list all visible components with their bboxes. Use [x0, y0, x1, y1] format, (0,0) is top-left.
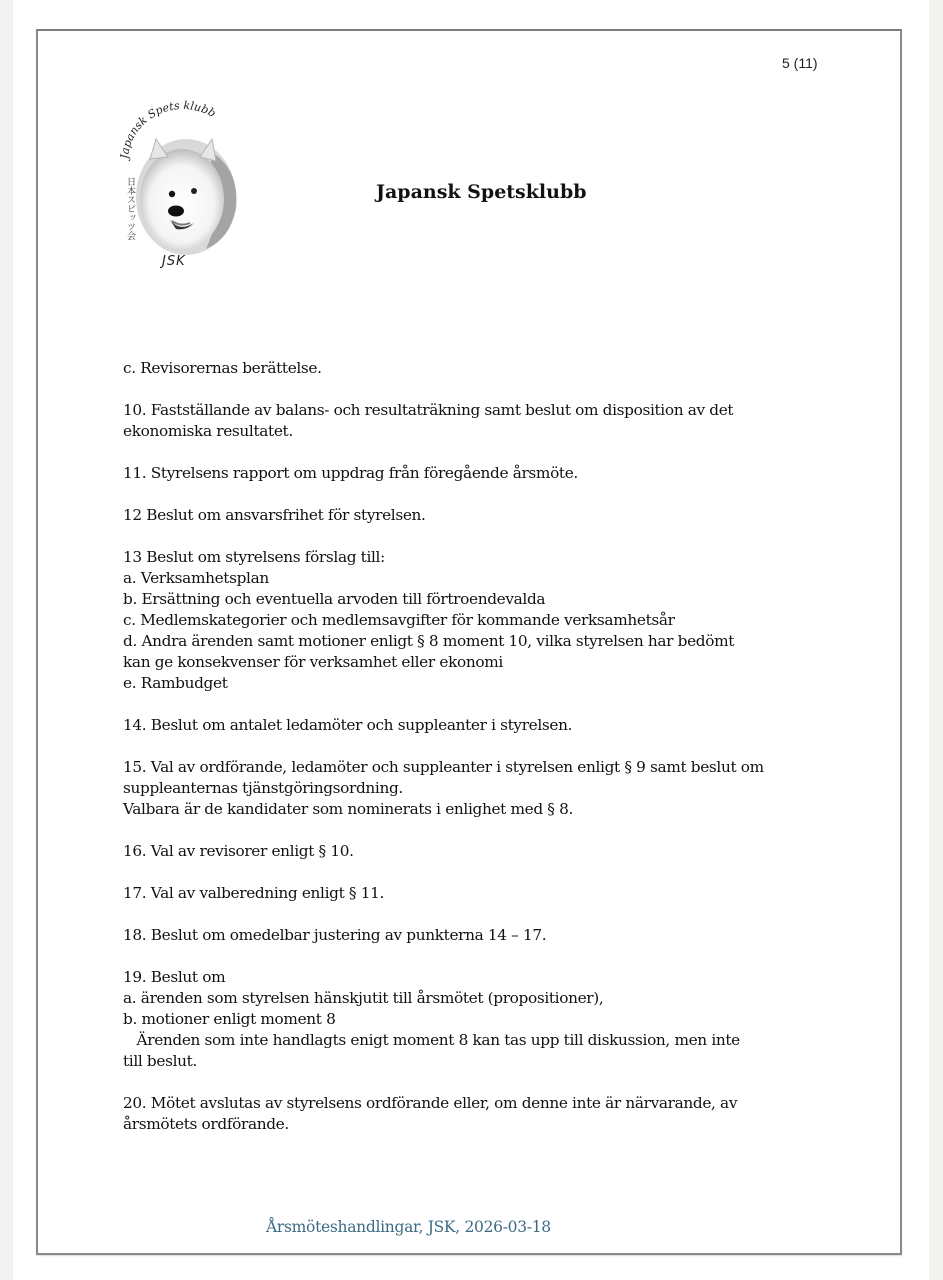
text-line: 11. Styrelsens rapport om uppdrag från föregående årsmöte.: [123, 464, 578, 482]
text-line: b. motioner enligt moment 8: [123, 1010, 336, 1028]
agenda-paragraph: [123, 841, 843, 862]
text-line: 18. Beslut om omedelbar justering av punkterna 14 – 17.: [123, 926, 547, 944]
club-logo: [110, 99, 250, 269]
viewer-left-margin: [0, 0, 13, 1280]
text-line: till beslut.: [123, 1052, 197, 1070]
text-line: 16. Val av revisorer enligt § 10.: [123, 842, 354, 860]
agenda-paragraph: [123, 715, 843, 736]
text-line: suppleanternas tjänstgöringsordning.: [123, 779, 403, 797]
agenda-paragraph: [123, 757, 843, 820]
text-line: 15. Val av ordförande, ledamöter och suppleanter i styrelsen enligt § 9 samt beslut om: [123, 758, 764, 776]
text-line: e. Rambudget: [123, 674, 228, 692]
text-line: årsmötets ordförande.: [123, 1115, 289, 1133]
text-line: 13 Beslut om styrelsens förslag till:: [123, 548, 385, 566]
document-page: [36, 29, 902, 1255]
text-line: 19. Beslut om: [123, 968, 226, 986]
agenda-paragraph: [123, 358, 843, 379]
text-line: c. Medlemskategorier och medlemsavgifter för kommande verksamhetsår: [123, 611, 675, 629]
header-title: Japansk Spetsklubb: [376, 181, 587, 203]
text-line: a. Verksamhetsplan: [123, 569, 269, 587]
agenda-paragraph: [123, 967, 843, 1072]
agenda-paragraph: [123, 400, 843, 442]
agenda-paragraph: [123, 505, 843, 526]
text-line: 12 Beslut om ansvarsfrihet för styrelsen.: [123, 506, 426, 524]
document-body: [123, 358, 843, 1156]
logo-bottom-text: JSK: [162, 254, 186, 269]
logo-arc-text: Japansk Spets klubb: [118, 99, 218, 160]
text-line: ekonomiska resultatet.: [123, 422, 293, 440]
text-line: 14. Beslut om antalet ledamöter och suppleanter i styrelsen.: [123, 716, 573, 734]
text-line: a. ärenden som styrelsen hänskjutit till årsmötet (propositioner),: [123, 989, 604, 1007]
text-line: 17. Val av valberedning enligt § 11.: [123, 884, 384, 902]
agenda-paragraph: [123, 463, 843, 484]
logo-vertical-text: 日本スピッツ会: [125, 177, 135, 240]
text-line: d. Andra ärenden samt motioner enligt § 8 moment 10, vilka styrelsen har bedömt: [123, 632, 735, 650]
viewer-right-margin: [929, 0, 943, 1280]
agenda-paragraph: [123, 547, 843, 694]
text-line: 20. Mötet avslutas av styrelsens ordförande eller, om denne inte är närvarande, av: [123, 1094, 738, 1112]
dog-illustration: [136, 139, 236, 255]
page-footer: Årsmöteshandlingar, JSK, 2026-03-18: [266, 1218, 551, 1236]
agenda-paragraph: [123, 883, 843, 904]
agenda-paragraph: [123, 1093, 843, 1135]
text-line: b. Ersättning och eventuella arvoden till förtroendevalda: [123, 590, 546, 608]
text-line: Ärenden som inte handlagts enigt moment 8 kan tas upp till diskussion, men inte: [123, 1031, 740, 1049]
text-line: Valbara är de kandidater som nominerats i enlighet med § 8.: [123, 800, 573, 818]
text-line: kan ge konsekvenser för verksamhet eller ekonomi: [123, 653, 503, 671]
text-line: c. Revisorernas berättelse.: [123, 359, 322, 377]
text-line: 10. Fastställande av balans- och resultaträkning samt beslut om disposition av det: [123, 401, 734, 419]
agenda-paragraph: [123, 925, 843, 946]
page-number: 5 (11): [782, 55, 818, 71]
